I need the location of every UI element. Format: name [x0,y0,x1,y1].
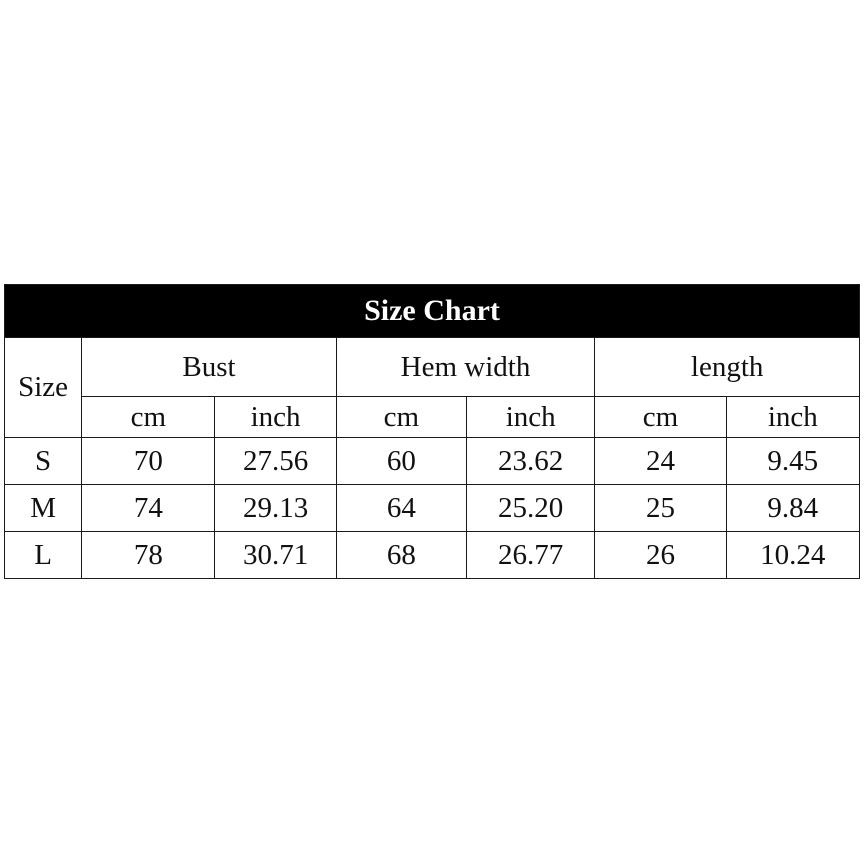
table-row [5,438,860,485]
unit-header: cm [595,397,726,438]
value-cell: 30.71 [215,532,336,579]
group-header-row [5,338,860,397]
size-header: Size [5,338,82,438]
unit-header: cm [336,397,466,438]
value-cell: 24 [595,438,726,485]
value-cell: 26.77 [467,532,595,579]
value-cell: 27.56 [215,438,336,485]
value-cell: 26 [595,532,726,579]
value-cell: 23.62 [467,438,595,485]
unit-header: inch [726,397,859,438]
value-cell: 10.24 [726,532,859,579]
unit-header: cm [82,397,215,438]
group-header-hem-width: Hem width [336,338,595,397]
value-cell: 25 [595,485,726,532]
value-cell: 9.84 [726,485,859,532]
table-title: Size Chart [5,285,860,338]
value-cell: 29.13 [215,485,336,532]
value-cell: 70 [82,438,215,485]
group-header-bust: Bust [82,338,337,397]
size-chart-table [4,284,860,579]
value-cell: 64 [336,485,466,532]
size-cell: M [5,485,82,532]
value-cell: 74 [82,485,215,532]
group-header-length: length [595,338,860,397]
value-cell: 9.45 [726,438,859,485]
unit-header: inch [215,397,336,438]
value-cell: 25.20 [467,485,595,532]
value-cell: 68 [336,532,466,579]
title-row [5,285,860,338]
unit-header: inch [467,397,595,438]
table-row [5,532,860,579]
size-cell: S [5,438,82,485]
table-row [5,485,860,532]
unit-header-row [5,397,860,438]
value-cell: 78 [82,532,215,579]
size-cell: L [5,532,82,579]
value-cell: 60 [336,438,466,485]
